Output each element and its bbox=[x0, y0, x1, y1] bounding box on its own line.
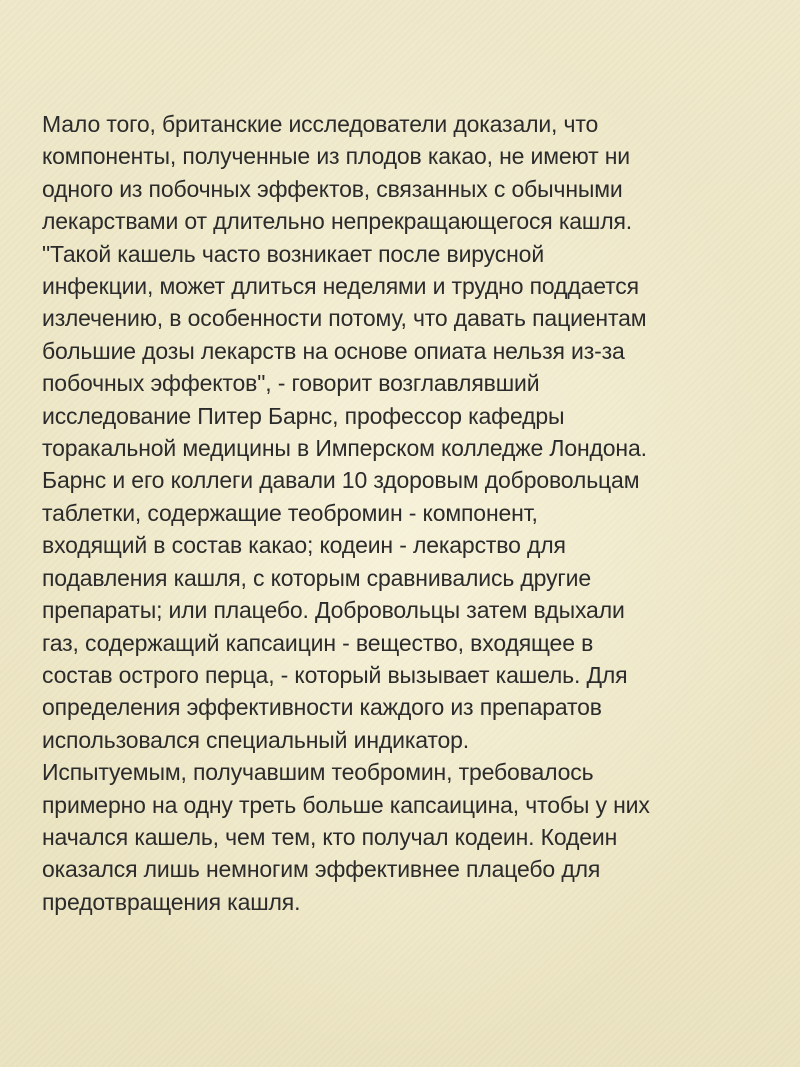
text-line: Барнс и его коллеги давали 10 здоровым добровольцам bbox=[42, 467, 640, 494]
text-line: Мало того, британские исследователи доказали, что bbox=[42, 111, 599, 137]
text-line: препараты; или плацебо. Добровольцы затем вдыхали bbox=[42, 597, 625, 624]
text-line: оказался лишь немногим эффективнее плацебо для bbox=[42, 856, 601, 883]
text-line: исследование Питер Барнс, профессор кафедры bbox=[42, 402, 565, 429]
text-line: излечению, в особенности потому, что давать пациентам bbox=[42, 305, 647, 332]
text-line: предотвращения кашля. bbox=[42, 888, 301, 915]
text-line: "Такой кашель часто возникает после вирусной bbox=[42, 240, 545, 267]
text-line: лекарствами от длительно непрекращающегося кашля. bbox=[42, 208, 633, 235]
text-line: торакальной медицины в Имперском колледже Лондона. bbox=[42, 435, 647, 462]
text-line: таблетки, содержащие теобромин - компонент, bbox=[42, 499, 538, 526]
text-line: состав острого перца, - который вызывает кашель. Для bbox=[42, 661, 628, 688]
body-text bbox=[42, 108, 777, 918]
text-line: инфекции, может длиться неделями и трудно поддается bbox=[42, 273, 639, 300]
text-line: входящий в состав какао; кодеин - лекарство для bbox=[42, 532, 566, 559]
text-line: Испытуемым, получавшим теобромин, требовалось bbox=[42, 759, 594, 786]
text-line: одного из побочных эффектов, связанных с обычными bbox=[42, 175, 623, 202]
text-line: примерно на одну треть больше капсаицина, чтобы у них bbox=[42, 791, 650, 818]
text-line: компоненты, полученные из плодов какао, не имеют ни bbox=[42, 143, 630, 170]
text-line: подавления кашля, с которым сравнивались другие bbox=[42, 564, 591, 591]
text-line: определения эффективности каждого из препаратов bbox=[42, 694, 602, 721]
text-line: большие дозы лекарств на основе опиата нельзя из-за bbox=[42, 337, 625, 364]
text-line: газ, содержащий капсаицин - вещество, входящее в bbox=[42, 629, 594, 656]
text-line: использовался специальный индикатор. bbox=[42, 726, 470, 753]
text-line: побочных эффектов", - говорит возглавлявший bbox=[42, 370, 540, 397]
text-line: начался кашель, чем тем, кто получал кодеин. Кодеин bbox=[42, 823, 618, 850]
